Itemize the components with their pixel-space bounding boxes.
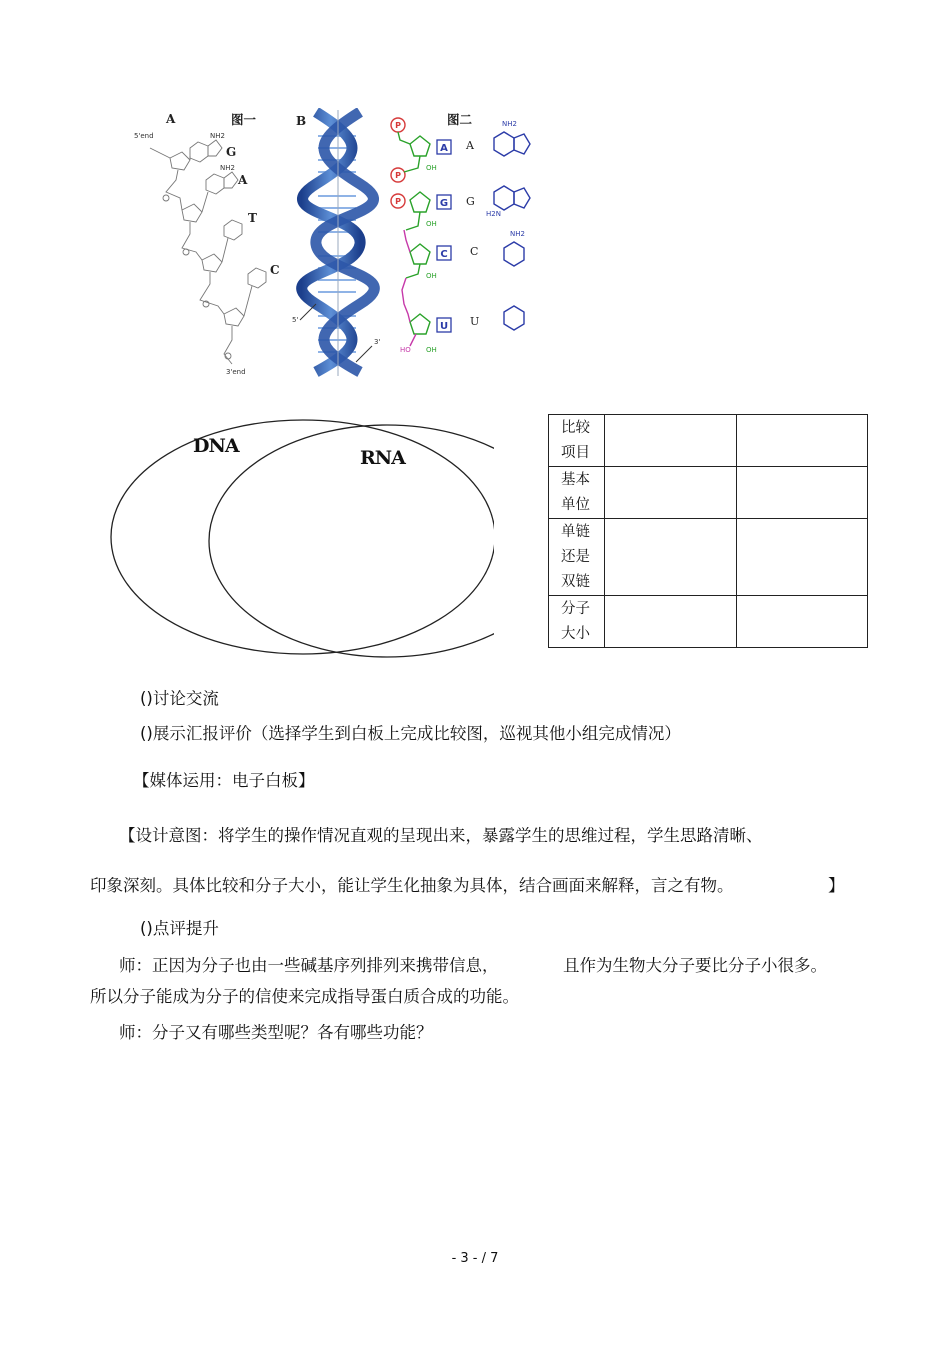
oh-label: OH [426,220,437,228]
paragraph-teacher-1-cont: 且作为生物大分子要比分子小很多。 [563,956,827,975]
header-line: 单位 [561,497,590,513]
guanine-amine-label: H2N [486,210,501,218]
paragraph-media: 【媒体运用：电子白板】 [133,771,315,790]
paragraph-review: ()点评提升 [140,919,219,938]
three-prime-end-label: 3'end [226,368,246,376]
table-row [549,519,868,596]
table-row [549,467,868,519]
rna-base-label-u: U [470,315,480,328]
rna-chain-drawing [391,118,530,354]
row-header-strand [549,519,605,596]
paragraph-design-intent-cont: 印象深刻。具体比较和分子大小，能让学生化抽象为具体，结合画面来解释，言之有物。 [90,876,734,895]
double-helix-drawing [292,110,380,376]
phosphate-symbol: P [395,197,401,206]
table-cell-rna [737,415,868,467]
dna-chain-annotations [134,132,246,376]
table-row [549,415,868,467]
row-header-basic-unit [549,467,605,519]
phosphate-symbol: P [395,121,401,130]
cytosine-amine-label: NH2 [510,230,525,238]
base-label-t: T [248,211,257,225]
rna-base-label-a: A [466,139,474,152]
structure-figure-svg [120,108,570,378]
header-line: 分子 [561,601,590,617]
header-line: 大小 [561,626,590,642]
venn-svg [104,418,494,664]
venn-dna-label: DNA [193,435,239,457]
dna-circle [111,420,494,654]
figure-two-title: 图二 [447,112,473,127]
paragraph-presentation: ()展示汇报评价（选择学生到白板上完成比较图，巡视其他小组完成情况） [140,724,681,743]
header-line: 单链 [561,524,590,540]
table-cell-rna [737,596,868,648]
panel-b-label: B [296,114,307,128]
base-label-g: G [226,145,237,159]
box-letter-c: C [440,249,448,260]
structure-figure [120,108,570,378]
g-amine-label: NH2 [210,132,225,140]
header-line: 比较 [561,420,590,436]
header-line: 双链 [561,574,590,590]
table-cell-dna [605,415,737,467]
paragraph-teacher-1: 师：正因为分子也由一些碱基序列排列来携带信息， [119,956,499,975]
box-letter-u: U [439,321,449,332]
paragraph-design-intent-close: 】 [828,876,845,895]
header-line: 基本 [561,472,590,488]
venn-rna-label: RNA [360,447,405,469]
base-label-c: C [270,263,280,277]
phosphate-symbol: P [395,171,401,180]
rna-circle [209,425,494,657]
table-cell-dna [605,467,737,519]
table-row [549,596,868,648]
oh-label: OH [426,346,437,354]
venn-diagram [104,418,494,664]
page-number: - 3 - / 7 [451,1251,499,1266]
helix-five-prime-label: 5' [292,316,299,324]
base-label-a: A [238,173,248,187]
paragraph-teacher-2: 所以分子能成为分子的信使来完成指导蛋白质合成的功能。 [90,987,519,1006]
ho-label: HO [400,346,411,354]
header-line: 还是 [561,549,590,565]
table-cell-rna [737,467,868,519]
rna-base-label-c: C [470,245,479,258]
adenine-amine-label: NH2 [502,120,517,128]
dna-chain-drawing [150,140,266,364]
header-line: 项目 [561,445,590,461]
paragraph-teacher-3: 师：分子又有哪些类型呢？各有哪些功能？ [119,1023,433,1042]
table-cell-rna [737,519,868,596]
five-prime-end-label: 5'end [134,132,154,140]
row-header-compare-item [549,415,605,467]
helix-three-prime-label: 3' [374,338,381,346]
figure-one-title: 图一 [231,112,257,127]
table-cell-dna [605,519,737,596]
oh-label: OH [426,164,437,172]
paragraph-design-intent: 【设计意图：将学生的操作情况直观的呈现出来，暴露学生的思维过程，学生思路清晰、 [119,826,763,845]
box-letter-g: G [439,198,449,209]
table-cell-dna [605,596,737,648]
box-letter-a: A [440,143,448,154]
a-amine-label: NH2 [220,164,235,172]
row-header-molecule-size [549,596,605,648]
oh-label: OH [426,272,437,280]
rna-base-label-g: G [466,195,475,208]
panel-a-label: A [166,112,176,126]
paragraph-discussion: ()讨论交流 [140,689,219,708]
comparison-table [548,414,868,648]
